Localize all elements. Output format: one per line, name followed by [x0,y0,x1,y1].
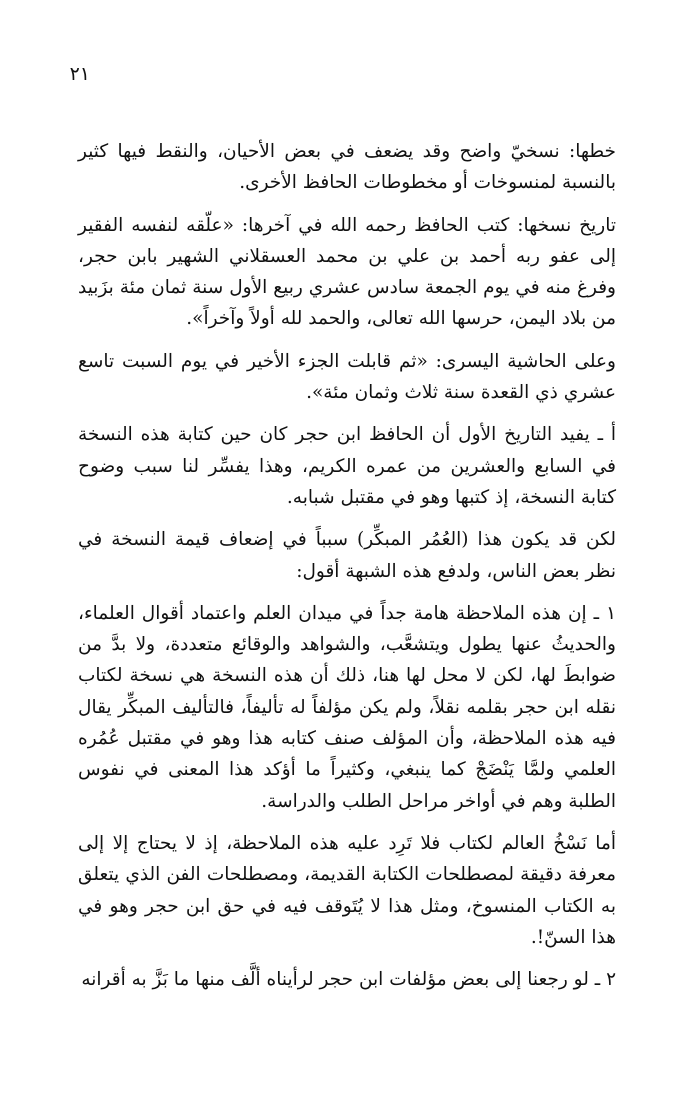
paragraph-point-1: ١ ـ إن هذه الملاحظة هامة جداً في ميدان العلم واعتماد أقوال العلماء، والحديثُ عنها يطول ويتشعَّب، والشواهد والوقائع متعددة، ولا بدَّ من ضوابطَ لها، لكن لا محل لها هنا، ذلك أن هذه النسخة هي نسخة لكتاب نقله ابن حجر بقلمه نقلاً، ولم يكن مؤلفاً له تأليفاً، فالتأليف المبكِّر يقال فيه هذه الملاحظة، وأن المؤلف صنف كتابه هذا وهو في مقتبل عُمُره العلمي ولمَّا يَنْضَجْ كما ينبغي، وكثيراً ما أؤكد هذا المعنى في نفوس الطلبة وهم في أواخر مراحل الطلب والدراسة. [78,602,616,812]
paragraph-point-a: أ ـ يفيد التاريخ الأول أن الحافظ ابن حجر كان حين كتابة هذه النسخة في السابع والعشرين من عمره الكريم، وهذا يفسِّر لنا سبب وضوح كتابة النسخة، إذ كتبها وهو في مقتبل شبابه. [78,424,616,508]
paragraph-copy-date: تاريخ نسخها: كتب الحافظ رحمه الله في آخرها: «علّقه لنفسه الفقير إلى عفو ربه أحمد بن علي بن محمد العسقلاني الشهير بابن حجر، وفرغ منه في يوم الجمعة سادس عشري ربيع الأول سنة ثمان مئة بزَبيد من بلاد اليمن، حرسها الله تعالى، والحمد لله أولاً وآخراً». [78,214,616,330]
paragraph-point-2: ٢ ـ لو رجعنا إلى بعض مؤلفات ابن حجر لرأيناه ألَّف منها ما بَزَّ به أقرانه [81,969,616,991]
page-number: ٢١ [69,63,90,85]
paragraph-early-age: لكن قد يكون هذا (العُمُر المبكِّر) سبباً في إضعاف قيمة النسخة في نظر بعض الناس، ولدفع هذه الشبهة أقول: [78,529,616,582]
body-text [78,136,616,1006]
paragraph-left-margin-note: وعلى الحاشية اليسرى: «ثم قابلت الجزء الأخير في يوم السبت تاسع عشري ذي القعدة سنة ثلاث وثمان مئة». [78,350,616,404]
paragraph-copying-scholar: أما نَسْخُ العالم لكتاب فلا تَرِد عليه هذه الملاحظة، إذ لا يحتاج إلا إلى معرفة دقيقة لمصطلحات الكتابة القديمة، ومصطلحات الفن الذي يتعلق به الكتاب المنسوخ، ومثل هذا لا يُتَوقف فيه في حق ابن حجر وهو في هذا السنّ!. [78,832,616,948]
paragraph-script-style: خطها: نسخيّ واضح وقد يضعف في بعض الأحيان، والنقط فيها كثير بالنسبة لمنسوخات أو مخطوطات الحافظ الأخرى. [78,141,616,194]
